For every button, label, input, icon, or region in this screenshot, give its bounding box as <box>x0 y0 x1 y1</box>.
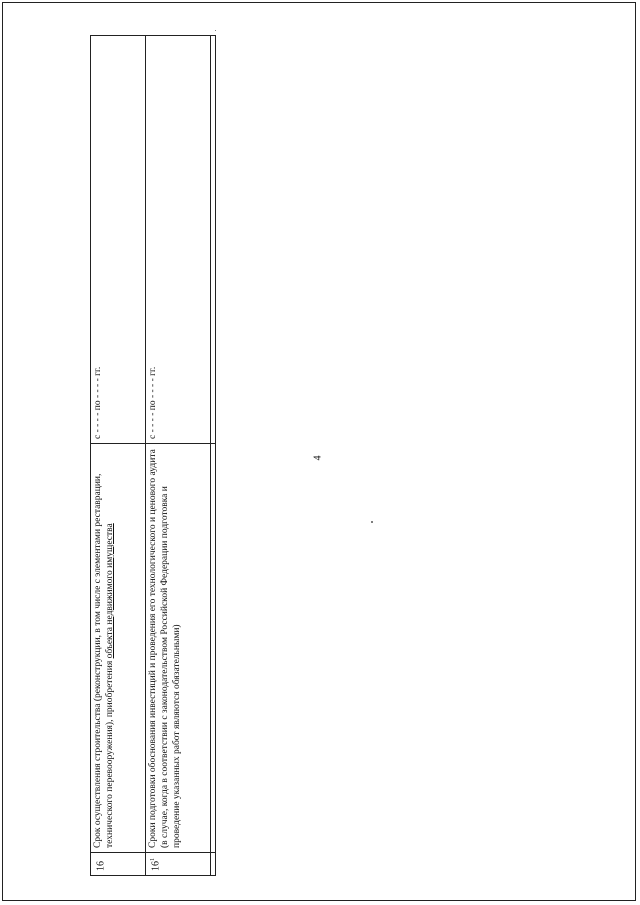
row-description-cell <box>91 444 146 853</box>
rotated-table-container <box>90 35 215 876</box>
row-description-underlined: объекта недвижимого имущества <box>105 523 115 659</box>
row-number-cell <box>91 853 146 876</box>
table-row <box>146 36 211 876</box>
page-number: 4 <box>312 455 324 461</box>
row-value-cell <box>91 36 146 444</box>
scan-speck <box>371 521 373 523</box>
table-bottom-strip <box>211 36 216 876</box>
row-number: 16 <box>95 861 107 871</box>
table-row <box>91 36 146 876</box>
row-description: Сроки подготовки обоснования инвестиций и проведения его технологического и ценового аудита (в случае, когда в соответствии с законодательством Российской Федерации подготовка и проведение указанных работ являются обязательными) <box>148 449 182 848</box>
strip-cell <box>211 444 216 853</box>
row-value-cell <box>146 36 211 444</box>
rotated-table-wrapper <box>90 35 215 876</box>
row-description: Срок осуществления строительства (реконструкции, в том числе с элементами реставрации, технического перевооружения), приобретения <box>93 473 115 848</box>
strip-cell <box>211 36 216 444</box>
scan-speck <box>215 30 216 31</box>
strip-cell <box>211 853 216 876</box>
row-number: 16 <box>150 861 162 871</box>
row-value: с - - - - по - - - - гг. <box>93 366 103 439</box>
data-table <box>90 35 216 876</box>
row-number-superscript: 1 <box>150 858 156 861</box>
row-number-cell <box>146 853 211 876</box>
row-value: с - - - - по - - - - гг. <box>148 366 158 439</box>
row-description-cell <box>146 444 211 853</box>
